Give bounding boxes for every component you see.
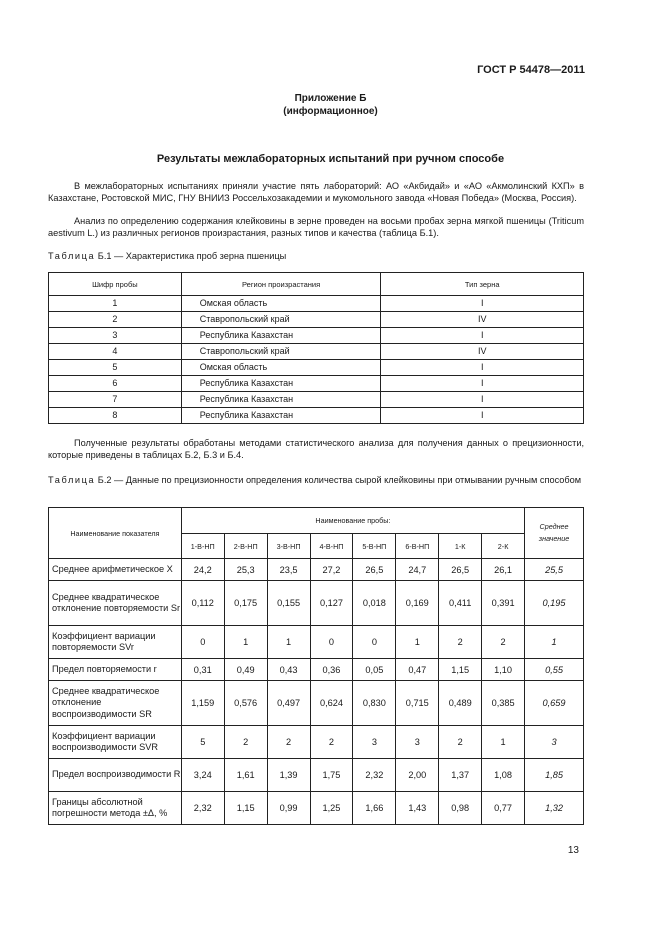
section-title: Результаты межлабораторных испытаний при ручном способе [156,153,505,165]
paragraph-participants: В межлабораторных испытаниях приняли участие пять лабораторий: АО «Акбидай» и «АО «Акмолинский КХП» в Казахстане, Ростовской МИС, ГНУ ВНИИЗ Россельхозакадемии и мукомольного завода «Новая Победа» (Москва, Россия). [48,181,584,203]
table-cell: 1 [49,296,182,312]
value-cell: 24,2 [181,559,224,581]
table-row [49,581,584,626]
value-cell: 1,159 [181,681,224,726]
table-cell: 4 [49,344,182,360]
value-cell: 2 [224,726,267,759]
value-cell: 1,43 [396,792,439,825]
sample-code-header: 5-В-НП [353,534,396,559]
table2-caption [48,474,584,486]
value-cell: 2,32 [353,759,396,792]
table-row [49,681,584,726]
value-cell: 26,1 [482,559,525,581]
mean-header: Среднее значение [525,508,584,559]
value-cell: 1,25 [310,792,353,825]
value-cell: 0,36 [310,659,353,681]
table-cell: I [381,392,584,408]
sample-code-header: 6-В-НП [396,534,439,559]
table-header-row [49,508,584,534]
table-cell: I [381,360,584,376]
table-cell: 5 [49,360,182,376]
column-header: Регион произрастания [181,273,381,296]
value-cell: 3,24 [181,759,224,792]
samples-header: Наименование пробы: [181,508,524,534]
indicator-name: Границы абсолютной погрешности метода ±Δ, % [49,792,182,825]
table-row [49,626,584,659]
indicator-name: Среднее квадратическое отклонение воспроизводимости SR [49,681,182,726]
value-cell: 1 [396,626,439,659]
value-cell: 2 [482,626,525,659]
table-cell: I [381,376,584,392]
mean-cell: 0,195 [525,581,584,626]
value-cell: 26,5 [439,559,482,581]
table-cell: 8 [49,408,182,424]
value-cell: 0,175 [224,581,267,626]
document-code: ГОСТ Р 54478—2011 [477,64,585,76]
table-row [49,392,584,408]
value-cell: 0,43 [267,659,310,681]
value-cell: 23,5 [267,559,310,581]
value-cell: 0,77 [482,792,525,825]
sample-code-header: 2-В-НП [224,534,267,559]
paragraph-results: Полученные результаты обработаны методами статистического анализа для получения данных о прецизионности, которые приведены в таблицах Б.2, Б.3 и Б.4. [48,438,584,460]
value-cell: 2,32 [181,792,224,825]
table-cell: 2 [49,312,182,328]
value-cell: 5 [181,726,224,759]
table-row [49,344,584,360]
value-cell: 0,127 [310,581,353,626]
paragraph-analysis: Анализ по определению содержания клейковины в зерне проведен на восьми пробах зерна мягкой пшеницы (Triticum aestivum L.) из различных регионов произрастания, разных типов и качества (таблица Б.1). [48,216,584,238]
appendix-heading [0,92,661,118]
indicator-name: Коэффициент вариации повторяемости SVr [49,626,182,659]
column-header: Тип зерна [381,273,584,296]
column-header: Шифр пробы [49,273,182,296]
value-cell: 0,112 [181,581,224,626]
indicator-name: Среднее арифметическое X [49,559,182,581]
value-cell: 1,10 [482,659,525,681]
table2-caption-label: Таблица [48,475,96,485]
value-cell: 0,624 [310,681,353,726]
mean-cell: 1 [525,626,584,659]
table-row [49,659,584,681]
sample-code-header: 4-В-НП [310,534,353,559]
table-cell: 7 [49,392,182,408]
value-cell: 0,715 [396,681,439,726]
indicator-name: Предел повторяемости r [49,659,182,681]
value-cell: 0,385 [482,681,525,726]
table-cell: I [381,296,584,312]
table-cell: Ставропольский край [181,344,381,360]
sample-code-header: 1-В-НП [181,534,224,559]
value-cell: 24,7 [396,559,439,581]
value-cell: 1,75 [310,759,353,792]
value-cell: 1,37 [439,759,482,792]
value-cell: 0,018 [353,581,396,626]
value-cell: 0,05 [353,659,396,681]
table-row [49,408,584,424]
table-cell: Республика Казахстан [181,408,381,424]
sample-code-header: 2-К [482,534,525,559]
table1-caption-text: Б.1 — Характеристика проб зерна пшеницы [97,251,287,261]
value-cell: 0,98 [439,792,482,825]
value-cell: 1,61 [224,759,267,792]
table1-caption-label: Таблица [48,251,96,261]
mean-cell: 3 [525,726,584,759]
table-cell: Республика Казахстан [181,376,381,392]
value-cell: 0,576 [224,681,267,726]
table-row [49,726,584,759]
table-row [49,360,584,376]
value-cell: 0,830 [353,681,396,726]
mean-cell: 1,85 [525,759,584,792]
value-cell: 0,49 [224,659,267,681]
mean-cell: 0,55 [525,659,584,681]
table-cell: Республика Казахстан [181,328,381,344]
value-cell: 27,2 [310,559,353,581]
table-cell: Ставропольский край [181,312,381,328]
value-cell: 1 [482,726,525,759]
value-cell: 0,497 [267,681,310,726]
value-cell: 2 [439,626,482,659]
table-cell: IV [381,344,584,360]
table-header-row [49,273,584,296]
value-cell: 1 [224,626,267,659]
value-cell: 1 [267,626,310,659]
value-cell: 1,15 [224,792,267,825]
table1-caption [48,250,584,262]
table-row [49,792,584,825]
table2-caption-text: Б.2 — Данные по прецизионности определения количества сырой клейковины при отмывании ручным способом [97,475,582,485]
sample-code-header: 3-В-НП [267,534,310,559]
table-cell: I [381,328,584,344]
value-cell: 1,39 [267,759,310,792]
table-cell: Омская область [181,296,381,312]
value-cell: 26,5 [353,559,396,581]
table-row [49,559,584,581]
value-cell: 0,155 [267,581,310,626]
value-cell: 3 [353,726,396,759]
value-cell: 0,31 [181,659,224,681]
table-cell: Омская область [181,360,381,376]
indicator-header: Наименование показателя [49,508,182,559]
table-cell: 6 [49,376,182,392]
table-row [49,328,584,344]
value-cell: 3 [396,726,439,759]
value-cell: 2 [310,726,353,759]
value-cell: 2 [267,726,310,759]
samples-table [48,272,584,424]
sample-code-header: 1-К [439,534,482,559]
appendix-title: Приложение Б [294,93,367,104]
value-cell: 1,15 [439,659,482,681]
table-cell: Республика Казахстан [181,392,381,408]
value-cell: 1,08 [482,759,525,792]
table-cell: I [381,408,584,424]
appendix-subtitle: (информационное) [283,106,378,117]
mean-cell: 0,659 [525,681,584,726]
table-row [49,759,584,792]
value-cell: 0,411 [439,581,482,626]
table-row [49,376,584,392]
value-cell: 1,66 [353,792,396,825]
value-cell: 0 [353,626,396,659]
value-cell: 0,391 [482,581,525,626]
value-cell: 25,3 [224,559,267,581]
table-cell: 3 [49,328,182,344]
mean-cell: 25,5 [525,559,584,581]
indicator-name: Среднее квадратическое отклонение повторяемости Sr [49,581,182,626]
page-number: 13 [567,845,579,856]
table-row [49,296,584,312]
mean-cell: 1,32 [525,792,584,825]
value-cell: 0,99 [267,792,310,825]
table-cell: IV [381,312,584,328]
value-cell: 0,169 [396,581,439,626]
value-cell: 2 [439,726,482,759]
value-cell: 0,489 [439,681,482,726]
value-cell: 0 [181,626,224,659]
value-cell: 0 [310,626,353,659]
value-cell: 0,47 [396,659,439,681]
value-cell: 2,00 [396,759,439,792]
indicator-name: Предел воспроизводимости R [49,759,182,792]
table-row [49,312,584,328]
indicator-name: Коэффициент вариации воспроизводимости SVR [49,726,182,759]
precision-table [48,507,584,825]
